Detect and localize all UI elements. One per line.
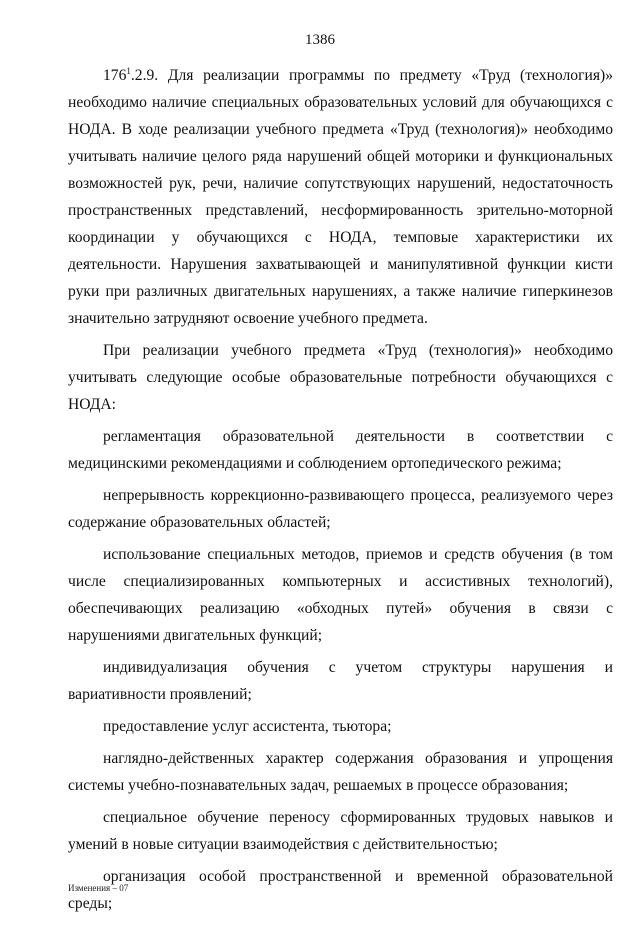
section-number-superscript: 1 (126, 66, 131, 76)
section-intro-text: Для реализации программы по предмету «Труд (технология)» необходимо наличие специальных образовательных условий для обучающихся с НОДА. В ходе реализации учебного предмета «Труд (технология)» необходимо учитывать наличие целого ряда нарушений общей моторики и функциональных возможностей рук, речи, наличие сопутствующих нарушений, недостаточность пространственных представлений, несформированность зрительно-моторной координации у обучающихся с НОДА, темповые характеристики их деятельности. Нарушения захватывающей и манипулятивной функции кисти руки при различных двигательных нарушениях, а также наличие гиперкинезов значительно затрудняют освоение учебного предмета. (68, 67, 613, 327)
footer-revision-note: Изменения – 07 (68, 883, 129, 893)
list-item-continuity: непрерывность коррекционно-развивающего процесса, реализуемого через содержание образовательных областей; (68, 487, 613, 531)
page-number: 1386 (305, 32, 335, 48)
document-body (68, 62, 613, 917)
section-number-main: 176 (103, 67, 127, 84)
list-item-regulation: регламентация образовательной деятельности в соответствии с медицинскими рекомендациями и соблюдением ортопедического режима; (68, 428, 613, 472)
paragraph-needs-intro: При реализации учебного предмета «Труд (технология)» необходимо учитывать следующие особые образовательные потребности обучающихся с НОДА: (68, 342, 613, 413)
list-item-visual-active: наглядно-действенных характер содержания образования и упрощения системы учебно-познавательных задач, решаемых в процессе образования; (68, 750, 613, 794)
paragraph-section-intro (68, 62, 613, 332)
list-item-individualization: индивидуализация обучения с учетом структуры нарушения и вариативности проявлений; (68, 659, 613, 703)
list-item-assistant-services: предоставление услуг ассистента, тьютора; (103, 718, 392, 735)
section-number-rest: .2.9. (130, 67, 159, 84)
list-item-environment: организация особой пространственной и временной образовательной среды; (68, 868, 613, 912)
list-item-skill-transfer: специальное обучение переносу сформированных трудовых навыков и умений в новые ситуации взаимодействия с действительностью; (68, 809, 613, 853)
list-item-special-methods: использование специальных методов, приемов и средств обучения (в том числе специализированных компьютерных и ассистивных технологий), обеспечивающих реализацию «обходных путей» обучения в связи с нарушениями двигательных функций; (68, 546, 613, 644)
